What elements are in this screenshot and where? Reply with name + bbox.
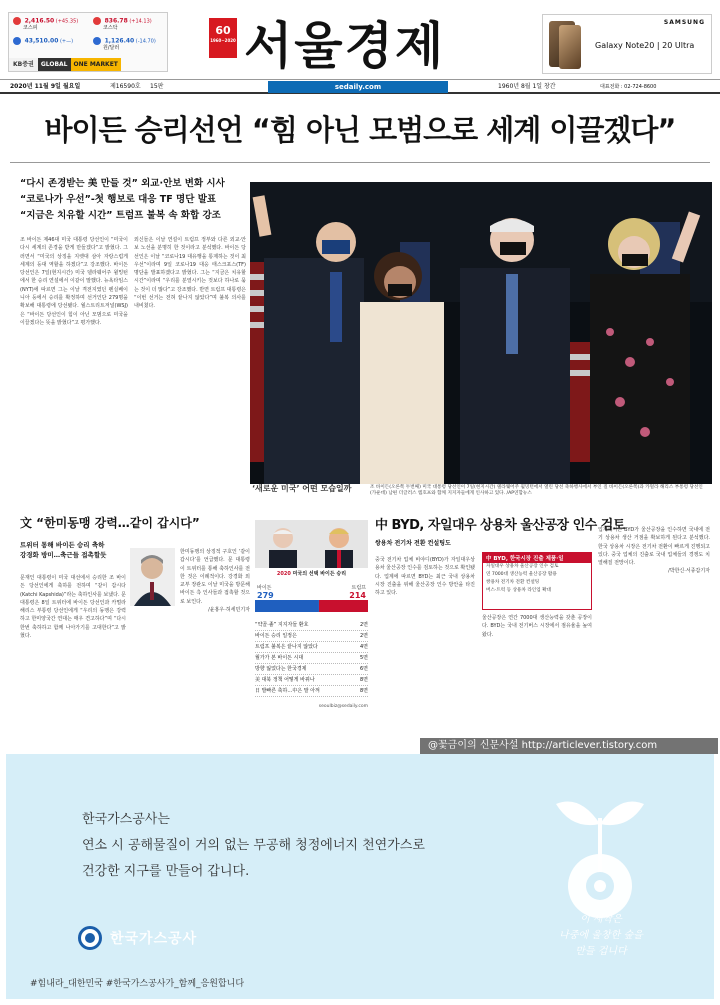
index-item-page: 6면 xyxy=(359,666,368,672)
anniversary-logo: 60 1960~2020 xyxy=(209,18,237,58)
moon-subheads: 트위터 통해 바이든 승리 축하 강경화 방미…축근들 접촉할듯 xyxy=(20,541,107,559)
index-item-label: 트럼프 불복은 끝나지 않았다 xyxy=(255,644,318,650)
dateline: 2020년 11월 9일 월요일 제16590호 15판 1960년 8월 1일 창간 대표전화 : 02-724-8600 xyxy=(0,80,720,94)
photo-illustration xyxy=(250,182,712,484)
masthead xyxy=(0,0,720,80)
candidates-photo xyxy=(255,520,368,568)
factbox-item: 버스·트럭 등 상용차 라인업 확대 xyxy=(486,588,551,593)
index-list-item[interactable] xyxy=(255,620,368,631)
subhead: “다시 존경받는 美 만들 것” 외교·안보 변화 시사 xyxy=(20,178,225,189)
index-item-label: 바이든 승리 일정은 xyxy=(255,633,297,639)
down-arrow-icon xyxy=(93,37,101,45)
index-list-item[interactable] xyxy=(255,675,368,686)
blog-watermark: @꽃금이의 신문사설 http://articlever.tistory.com xyxy=(420,738,718,754)
votes-bar-트럼프 xyxy=(319,600,368,612)
kogas-logo-icon xyxy=(78,926,102,950)
vote-count-label: 214 xyxy=(349,591,366,600)
market-item: 836.78 (+14.13) 코스닥 xyxy=(93,17,152,31)
index-list-item[interactable] xyxy=(255,642,368,653)
kogas-advertisement xyxy=(6,754,714,999)
main-headline: 바이든 승리선언 “힘 아닌 모범으로 세계 이끌겠다” xyxy=(44,113,676,147)
market-item: 1,126.40 (-14.70) 원/달러 xyxy=(93,37,156,51)
election-index-box xyxy=(255,520,368,716)
article-body: 외신들은 이날 연설이 트럼프 정부와 다른 외교·안보 노선을 분명히 한 것이라고 분석했다. 바이든 당선인은 이날 “코로나19 대유행을 통제하는 것이 최우선”이라며 9일 코로나19 대응 태스크포스(TF) 명단을 발표하겠다고 밝혔다. 그는 “지금은 치유할 시간”이라며 “우리를 분열시키는 것보다 하나로 묶는 것이 더 많다”고 강조했다. 반면 트럼프 대통령은 “이번 선거는 전혀 끝나지 않았다”며 불복 의사를 내비쳤다. xyxy=(134,237,246,310)
byd-subhead: 쌍용차 전기차 전환 컨설팅도 xyxy=(375,540,451,547)
electoral-votes-chart xyxy=(255,580,368,616)
samsung-ad xyxy=(542,14,712,74)
candidate-label: 트럼프 xyxy=(351,585,366,591)
kogas-logo: 한국가스공사 xyxy=(78,926,238,950)
ad-copy: 한국가스공사는 xyxy=(82,812,170,827)
down-arrow-icon xyxy=(13,37,21,45)
moon-headline: 文 “한미동맹 강력…같이 갑시다” xyxy=(20,516,200,530)
index-list-item[interactable] xyxy=(255,653,368,664)
byd-factbox: 中 BYD, 한국시장 진출 제품·일 자일대우 상용차 울산공장 인수 검토 연 7000대 생산능력 울산공장 활용 쌍용차 전기차 전환 컨설팅 버스·트럭 등 상용차 라인업 확대 xyxy=(482,552,592,610)
byd-headline: 中 BYD, 자일대우 상용차 울산공장 인수 검토 xyxy=(375,518,625,533)
ad-copy: 건강한 지구를 만들어 갑니다. xyxy=(82,864,250,879)
ad-slogan: 이 새싹은 나중에 울창한 숲을 만들 겁니다 xyxy=(559,914,643,957)
victory-speech-photo xyxy=(250,182,712,484)
votes-bar-바이든 xyxy=(255,600,319,612)
site-url[interactable]: sedaily.com xyxy=(268,81,448,93)
ad-copy: 연소 시 공해물질이 거의 없는 무공해 청정에너지 천연가스로 xyxy=(82,838,425,853)
index-list-item[interactable] xyxy=(255,664,368,675)
market-index-box xyxy=(8,12,168,72)
caption-title: ‘새로운 미국’ 어떤 모습일까 xyxy=(252,484,352,493)
byd-body: 울산공장은 연간 7000대 생산능력을 갖춘 공장이다. BYD는 국내 전기버스 시장에서 점유율을 높여왔다. xyxy=(482,615,592,638)
index-item-page: 2면 xyxy=(359,622,368,628)
caption-text: 조 바이든(오른쪽 두번째) 미국 대통령 당선인이 7일(현지시간) 델라웨어주 윌밍턴에서 열린 당선 축하행사에서 부인 질 바이든(오른쪽)과 카멀라 해리스 부통령 당선인(가운데) 남편 더글러스 엠호프와 함께 지지자들에게 인사하고 있다. /AP연합뉴스 xyxy=(370,485,703,496)
index-item-page: 2면 xyxy=(359,633,368,639)
byd-body: 업계에서는 BYD가 울산공장을 인수하면 국내에 전기 상용차 생산 거점을 확보하게 된다고 분석했다. 한국 상용차 시장은 전기차 전환이 빠르게 진행되고 있다. 중국 업체의 진출로 국내 업체들의 경쟁도 치열해질 전망이다. /박한신·서종갑기자 xyxy=(598,527,710,575)
index-item-page: 5면 xyxy=(359,655,368,661)
phone-image xyxy=(559,25,581,69)
newspaper-title: 서울경제 xyxy=(244,16,446,75)
up-arrow-icon xyxy=(93,17,101,25)
divider xyxy=(10,162,710,163)
kb-sponsor-bar: KB증권 GLOBAL ONE MARKET xyxy=(9,58,167,71)
byd-body: 중국 전기차 업체 비야디(BYD)가 자일대우상용차 울산공장 인수를 검토하는 것으로 확인됐다. 업계에 따르면 BYD는 최근 국내 상용차 시장 진출을 위해 울산공장 인수 방안을 타진하고 있다. xyxy=(375,557,475,597)
moon-body: 문재인 대통령이 미국 대선에서 승리한 조 바이든 당선인에게 축하를 전하며 “같이 갑시다(Katchi Kapshida)”라는 축하인사를 보냈다. 문 대통령은 8일 트위터에 바이든 당선인과 카멀라 해리스 부통령 당선인에게 “우리의 동맹은 강력하고 한미양국간 연대는 매우 견고하다”며 “다시 한번 축하하고 함께 나아가기를 고대한다”고 밝혔다. xyxy=(20,575,126,640)
moon-portrait xyxy=(130,548,175,606)
index-item-page: 8면 xyxy=(359,688,368,694)
index-item-label: 방향 잃었다는 한국경제 xyxy=(255,666,307,672)
index-item-page: 4면 xyxy=(359,644,368,650)
index-list xyxy=(255,620,368,697)
ad-model: Galaxy Note20 | 20 Ultra xyxy=(595,41,695,50)
market-item: 43,510.00 (+—) xyxy=(13,37,73,45)
vote-count-label: 279 xyxy=(257,591,274,600)
index-title: 2020 미국의 선택 바이든 승리 xyxy=(276,571,347,577)
credit: seoulbiz@sedaily.com xyxy=(318,704,368,709)
index-item-label: 월가가 본 바이든 시대 xyxy=(255,655,304,661)
hashtags: #힘내라_대한민국 #한국가스공사가_함께_응원합니다 xyxy=(30,979,245,989)
index-list-item[interactable] xyxy=(255,686,368,697)
index-item-page: 8면 xyxy=(359,677,368,683)
photo-caption xyxy=(250,484,712,500)
candidate-label: 바이든 xyxy=(257,585,272,591)
market-item: 2,416.50 (+45.35) 코스피 xyxy=(13,17,78,31)
index-item-label: 日 발빠른 축하…中은 말 아껴 xyxy=(255,688,320,694)
subhead: “코로나가 우선”-첫 행보로 대응 TF 명단 발표 xyxy=(20,194,217,205)
index-item-label: 美 대북 정책 어떻게 바뀌나 xyxy=(255,677,315,683)
article-body: 조 바이든 제46대 미국 대통령 당선인이 “미국이 다시 세계의 존경을 받게 만들겠다”고 밝혔다. 그러면서 “미국의 상징을 지렛대 삼아 자랑스럽게 세계의 등대 역할을 하겠다”고 강조했다. 바이든 당선인은 7일(현지시간) 미국 델라웨어주 윌밍턴에서 한 승리 연설에서 이같이 말했다. 뉴욕타임스(NYT)에 따르면 그는 이날 격전지였던 펜실베이니아 등에서 승리를 확정하며 선거인단 279명을 확보해 대통령에 당선됐다. 월스트리트저널(WSJ)은 “바이든 당선인이 힘이 아닌 모범으로 미국을 이끌겠다는 뜻을 밝혔다”고 평가했다. xyxy=(20,237,128,326)
index-list-item[interactable] xyxy=(255,631,368,642)
subhead: “지금은 치유할 시간” 트럼프 불복 속 화합 강조 xyxy=(20,210,221,221)
moon-body: 한미동맹의 상징적 구호인 ‘같이 갑시다’를 언급했다. 문 대통령이 트위터를 통해 축하인사를 전한 것은 이례적이다. 강경화 외교부 장관도 이날 미국을 방문해 바이든 측 인사들과 접촉할 것으로 보인다. /윤홍우·허세민기자 xyxy=(180,549,250,614)
ad-brand: SAMSUNG xyxy=(663,19,705,26)
up-arrow-icon xyxy=(13,17,21,25)
factbox-item: 쌍용차 전기차 전환 컨설팅 xyxy=(486,580,540,585)
subheads xyxy=(20,176,260,224)
factbox-item: 연 7000대 생산능력 울산공장 활용 xyxy=(486,572,557,577)
factbox-item: 자일대우 상용차 울산공장 인수 검토 xyxy=(486,564,559,569)
index-item-label: “약골·졸” 지지자들 환호 xyxy=(255,622,309,628)
